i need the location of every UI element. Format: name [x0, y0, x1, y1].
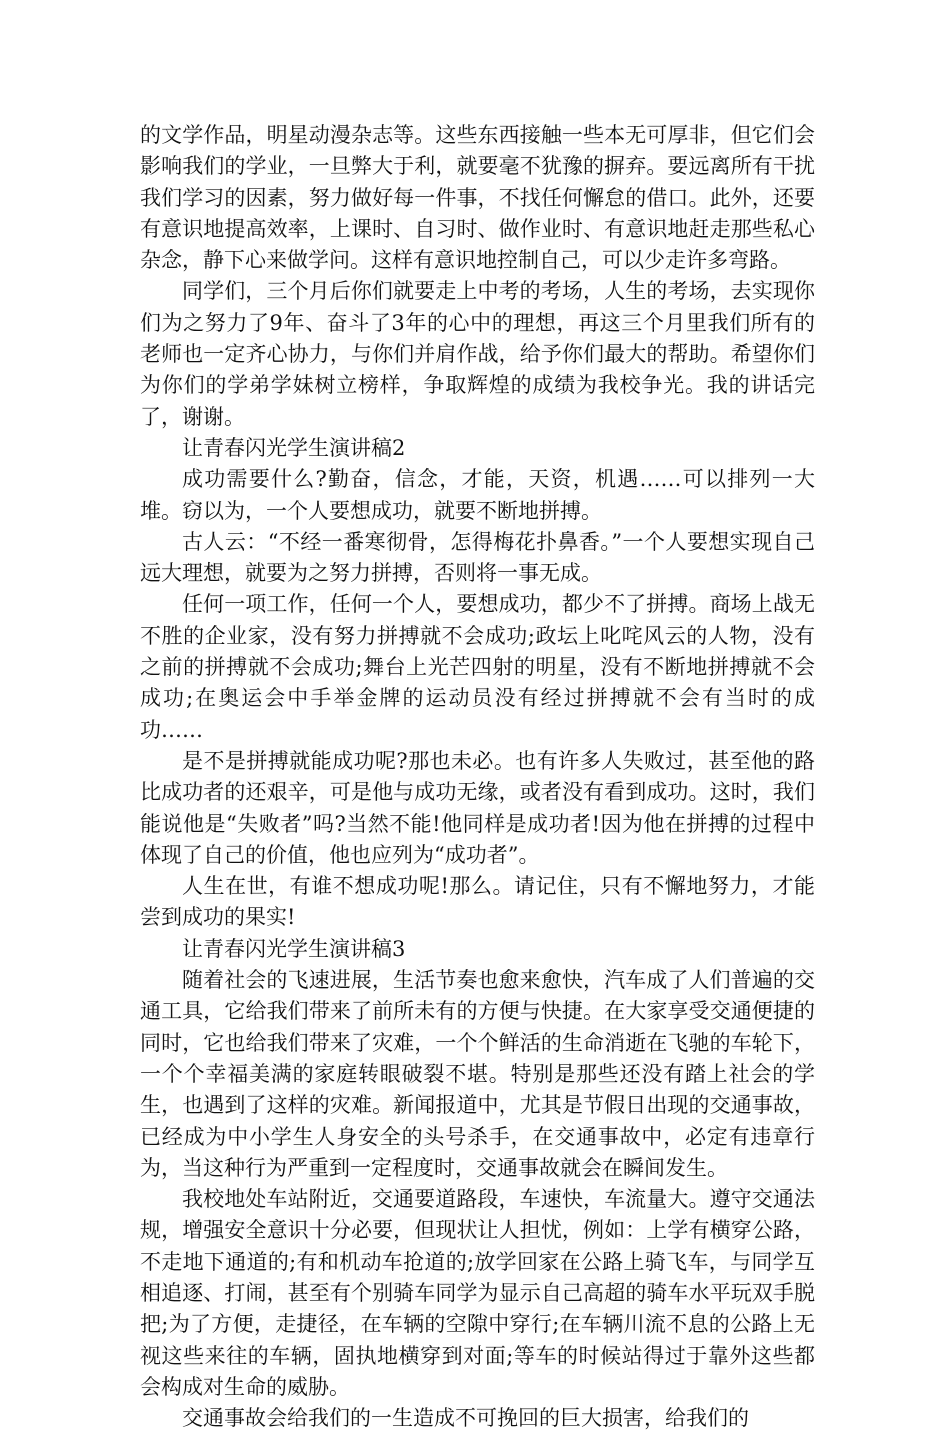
paragraph: 同学们，三个月后你们就要走上中考的考场，人生的考场，去实现你们为之努力了9年、奋斗了3年的心中的理想，再这三个月里我们所有的老师也一定齐心协力，与你们并肩作战，给予你们最大的帮助。希望你们为你们的学弟学妹树立榜样，争取辉煌的成绩为我校争光。我的讲话完了，谢谢。 [140, 279, 815, 429]
paragraph: 成功需要什么?勤奋，信念，才能，天资，机遇……可以排列一大堆。窃以为，一个人要想成功，就要不断地拼搏。 [140, 467, 815, 523]
paragraph: 人生在世，有谁不想成功呢!那么。请记住，只有不懈地努力，才能尝到成功的果实! [140, 874, 815, 930]
document-body [140, 120, 815, 1434]
section-heading: 让青春闪光学生演讲稿2 [182, 435, 406, 460]
paragraph: 随着社会的飞速进展，生活节奏也愈来愈快，汽车成了人们普遍的交通工具，它给我们带来了前所未有的方便与快捷。在大家享受交通便捷的同时，它也给我们带来了灾难，一个个鲜活的生命消逝在飞驰的车轮下，一个个幸福美满的家庭转眼破裂不堪。特别是那些还没有踏上社会的学生，也遇到了这样的灾难。新闻报道中，尤其是节假日出现的交通事故，已经成为中小学生人身安全的头号杀手，在交通事故中，必定有违章行为，当这种行为严重到一定程度时，交通事故就会在瞬间发生。 [140, 968, 815, 1180]
paragraph: 的文学作品，明星动漫杂志等。这些东西接触一些本无可厚非，但它们会影响我们的学业，一旦弊大于利，就要毫不犹豫的摒弃。要远离所有干扰我们学习的因素，努力做好每一件事，不找任何懈怠的借口。此外，还要有意识地提高效率，上课时、自习时、做作业时、有意识地赶走那些私心杂念，静下心来做学问。这样有意识地控制自己，可以少走许多弯路。 [140, 123, 815, 273]
paragraph: 任何一项工作，任何一个人，要想成功，都少不了拼搏。商场上战无不胜的企业家，没有努力拼搏就不会成功;政坛上叱咤风云的人物，没有之前的拼搏就不会成功;舞台上光芒四射的明星，没有不断地拼搏就不会成功;在奥运会中手举金牌的运动员没有经过拼搏就不会有当时的成功…… [140, 592, 815, 742]
paragraph: 是不是拼搏就能成功呢?那也未必。也有许多人失败过，甚至他的路比成功者的还艰辛，可是他与成功无缘，或者没有看到成功。这时，我们能说他是“失败者”吗?当然不能!他同样是成功者!因为他在拼搏的过程中体现了自己的价值，他也应列为“成功者”。 [140, 748, 815, 867]
paragraph: 古人云：“不经一番寒彻骨，怎得梅花扑鼻香。”一个人要想实现自己远大理想，就要为之努力拼搏，否则将一事无成。 [140, 529, 815, 586]
paragraph: 我校地处车站附近，交通要道路段，车速快，车流量大。遵守交通法规，增强安全意识十分必要，但现状让人担忧，例如：上学有横穿公路，不走地下通道的;有和机动车抢道的;放学回家在公路上骑飞车，与同学互相追逐、打闹，甚至有个别骑车同学为显示自己高超的骑车水平玩双手脱把;为了方便，走捷径，在车辆的空隙中穿行;在车辆川流不息的公路上无视这些来往的车辆，固执地横穿到对面;等车的时候站得过于靠外这些都会构成对生命的威胁。 [140, 1187, 815, 1399]
paragraph: 交通事故会给我们的一生造成不可挽回的巨大损害，给我们的 [182, 1406, 749, 1431]
section-heading: 让青春闪光学生演讲稿3 [182, 936, 406, 961]
